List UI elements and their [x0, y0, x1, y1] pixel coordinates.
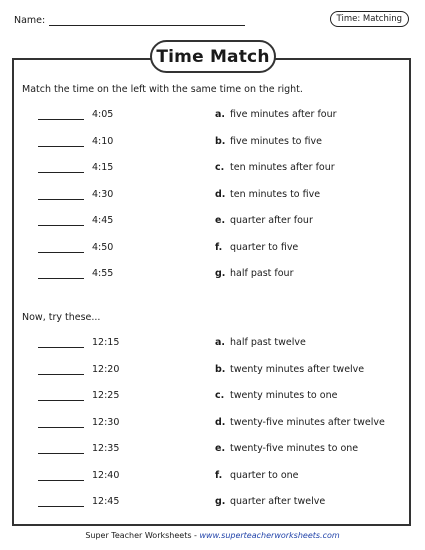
option-phrase: five minutes to five	[230, 135, 322, 147]
answer-blank[interactable]	[38, 225, 84, 226]
match-row	[0, 417, 425, 431]
option-phrase: twenty minutes to one	[230, 390, 338, 401]
match-row	[0, 268, 425, 282]
option-phrase: quarter after twelve	[230, 496, 326, 507]
time-value: 12:15	[92, 337, 120, 348]
footer	[0, 531, 425, 540]
match-row	[0, 496, 425, 510]
match-row	[0, 242, 425, 256]
option-letter: a.	[215, 109, 226, 120]
match-row	[0, 390, 425, 404]
option-phrase: ten minutes to five	[230, 188, 321, 200]
option-letter: f.	[215, 469, 223, 481]
time-value: 12:30	[92, 416, 120, 428]
option-phrase: ten minutes after four	[230, 162, 335, 173]
answer-blank[interactable]	[38, 427, 84, 428]
match-row	[0, 136, 425, 150]
time-value: 12:20	[92, 363, 120, 375]
answer-blank[interactable]	[38, 278, 84, 279]
answer-blank[interactable]	[38, 347, 84, 348]
answer-blank[interactable]	[38, 453, 84, 454]
option-phrase: half past twelve	[230, 337, 306, 348]
time-value: 4:30	[92, 188, 114, 200]
answer-blank[interactable]	[38, 374, 84, 375]
time-value: 12:25	[92, 390, 120, 401]
option-phrase: twenty-five minutes after twelve	[230, 416, 385, 428]
time-value: 4:45	[92, 215, 114, 226]
option-phrase: quarter after four	[230, 215, 313, 226]
option-phrase: five minutes after four	[230, 109, 337, 120]
footer-brand: Super Teacher Worksheets -	[85, 531, 200, 540]
option-letter: e.	[215, 215, 226, 226]
section1-instruction: Match the time on the left with the same time on the right.	[22, 84, 303, 95]
option-letter: c.	[215, 162, 225, 173]
name-field[interactable]	[14, 15, 245, 26]
topic-badge: Time: Matching	[330, 11, 409, 27]
match-row	[0, 470, 425, 484]
footer-url[interactable]: www.superteacherworksheets.com	[199, 531, 340, 540]
answer-blank[interactable]	[38, 252, 84, 253]
answer-blank[interactable]	[38, 119, 84, 120]
time-value: 12:40	[92, 469, 120, 481]
option-phrase: half past four	[230, 268, 294, 279]
name-line[interactable]	[49, 16, 245, 26]
option-phrase: quarter to one	[230, 469, 299, 481]
option-letter: d.	[215, 188, 226, 200]
option-letter: d.	[215, 416, 226, 428]
time-value: 4:50	[92, 241, 114, 253]
answer-blank[interactable]	[38, 146, 84, 147]
time-value: 4:55	[92, 268, 114, 279]
option-letter: g.	[215, 268, 226, 279]
section2-instruction: Now, try these...	[22, 312, 101, 323]
time-value: 4:05	[92, 109, 114, 120]
time-value: 4:10	[92, 135, 114, 147]
match-row	[0, 443, 425, 457]
time-value: 4:15	[92, 162, 114, 173]
match-row	[0, 189, 425, 203]
match-row	[0, 162, 425, 176]
time-value: 12:35	[92, 443, 120, 454]
name-label: Name:	[14, 15, 46, 26]
option-letter: e.	[215, 443, 226, 454]
answer-blank[interactable]	[38, 400, 84, 401]
option-letter: c.	[215, 390, 225, 401]
option-letter: g.	[215, 496, 226, 507]
time-value: 12:45	[92, 496, 120, 507]
option-phrase: quarter to five	[230, 241, 299, 253]
answer-blank[interactable]	[38, 172, 84, 173]
match-row	[0, 215, 425, 229]
option-letter: b.	[215, 135, 226, 147]
match-row	[0, 337, 425, 351]
match-row	[0, 364, 425, 378]
option-letter: b.	[215, 363, 226, 375]
page-title: Time Match	[150, 40, 276, 73]
option-phrase: twenty minutes after twelve	[230, 363, 365, 375]
answer-blank[interactable]	[38, 480, 84, 481]
option-phrase: twenty-five minutes to one	[230, 443, 359, 454]
answer-blank[interactable]	[38, 199, 84, 200]
option-letter: a.	[215, 337, 226, 348]
option-letter: f.	[215, 241, 223, 253]
match-row	[0, 109, 425, 123]
answer-blank[interactable]	[38, 506, 84, 507]
